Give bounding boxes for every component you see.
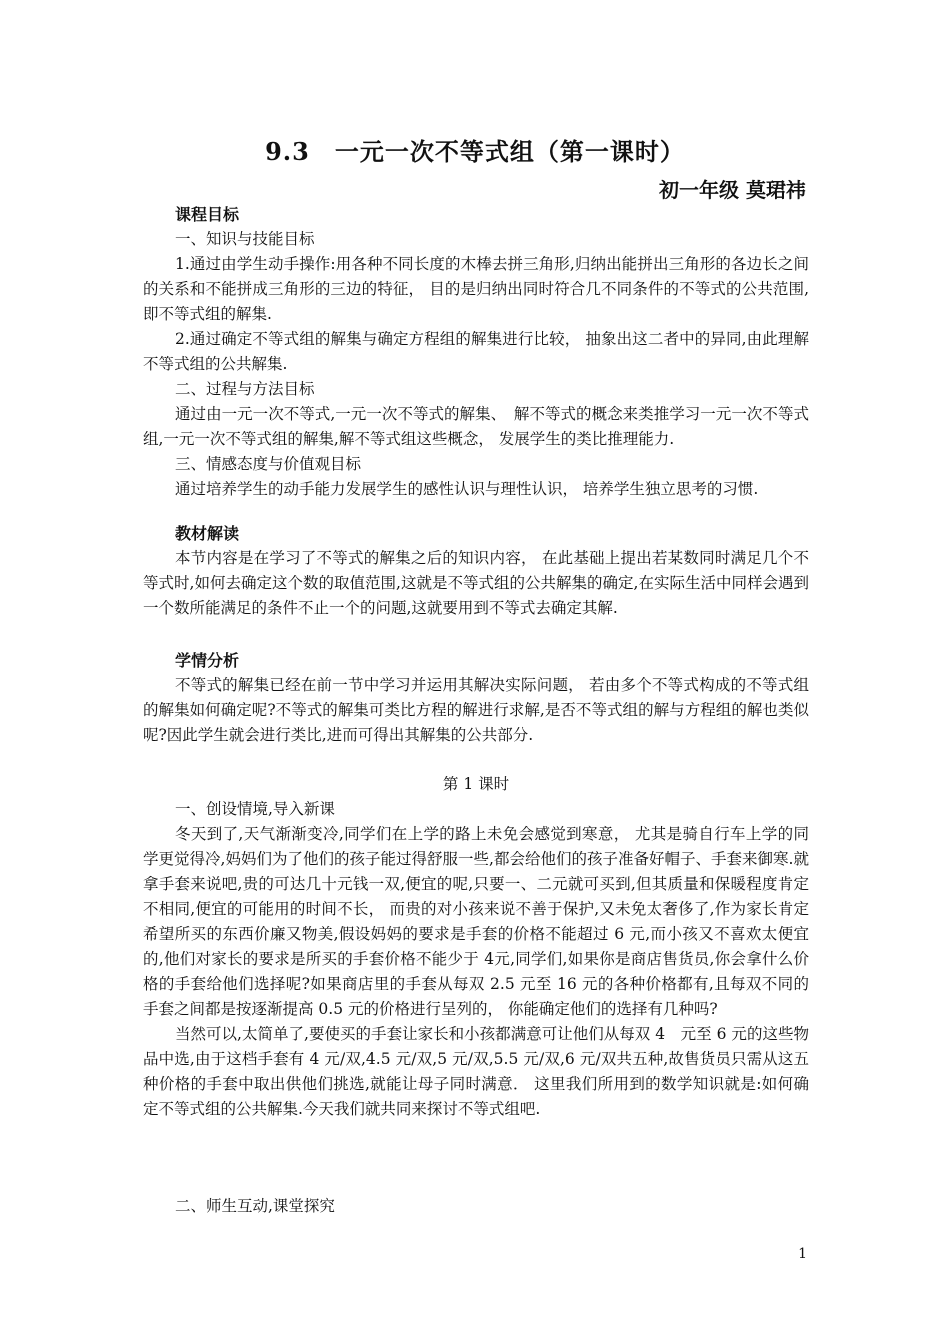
goals-section <box>143 202 809 502</box>
material-section <box>143 521 809 621</box>
material-paragraph: 本节内容是在学习了不等式的解集之后的知识内容， 在此基础上提出若某数同时满足几个不等式时,如何去确定这个数的取值范围,这就是不等式组的公共解集的确定,在实际生活中同样会遇到一个数所能满足的条件不止一个的问题,这就要用到不等式去确定其解. <box>143 549 809 617</box>
goals-paragraph-2: 2.通过确定不等式组的解集与确定方程组的解集进行比较， 抽象出这二者中的异同,由此理解不等式组的公共解集. <box>143 330 809 373</box>
analysis-paragraph: 不等式的解集已经在前一节中学习并运用其解决实际问题， 若由多个不等式构成的不等式组的解集如何确定呢?不等式的解集可类比方程的解进行求解,是否不等式组的解与方程组的解也类似呢?因此学生就会进行类比,进而可得出其解集的公共部分. <box>143 676 809 744</box>
page-number: 1 <box>798 1246 807 1262</box>
lesson-subheading-1: 一、创设情境,导入新课 <box>175 800 335 818</box>
lesson-paragraph-2: 当然可以,太简单了,要使买的手套让家长和小孩都满意可让他们从每双 4 元至 6 元的这些物品中选,由于这档手套有 4 元/双,4.5 元/双,5 元/双,5.5 元/双,6 元/双共五种,故售货员只需从这五种价格的手套中取出供他们挑选,就能让母子同时满意． 这里我们所用到的数学知识就是:如何确定不等式组的公共解集.今天我们就共同来探讨不等式组吧. <box>143 1025 809 1118</box>
goals-subheading-3: 三、情感态度与价值观目标 <box>175 455 362 473</box>
goals-heading: 课程目标 <box>175 205 240 224</box>
analysis-heading: 学情分析 <box>175 651 240 670</box>
goals-paragraph-4: 通过培养学生的动手能力发展学生的感性认识与理性认识， 培养学生独立思考的习惯. <box>175 480 759 498</box>
lesson-paragraph-1: 冬天到了,天气渐渐变冷,同学们在上学的路上未免会感觉到寒意， 尤其是骑自行车上学的同学更觉得冷,妈妈们为了他们的孩子能过得舒服一些,都会给他们的孩子准备好帽子、手套来御寒.就拿手套来说吧,贵的可达几十元钱一双,便宜的呢,只要一、二元就可买到,但其质量和保暖程度肯定不相同,便宜的可能用的时间不长， 而贵的对小孩来说不善于保护,又未免太奢侈了,作为家长肯定希望所买的东西价廉又物美,假设妈妈的要求是手套的价格不能超过 6 元,而小孩又不喜欢太便宜的,他们对家长的要求是所买的手套价格不能少于 4元,同学们,如果你是商店售货员,你会拿什么价格的手套给他们选择呢?如果商店里的手套从每双 2.5 元至 16 元的各种价格都有,且每双不同的手套之间都是按逐渐提高 0.5 元的价格进行呈列的， 你能确定他们的选择有几种吗? <box>143 825 809 1018</box>
lesson-heading: 第 1 课时 <box>442 775 510 793</box>
author-line: 初一年级 莫珺祎 <box>659 178 806 202</box>
goals-paragraph-1: 1.通过由学生动手操作:用各种不同长度的木棒去拼三角形,归纳出能拼出三角形的各边长之间的关系和不能拼成三角形的三边的特征， 目的是归纳出同时符合几不同条件的不等式的公共范围,即不等式组的解集. <box>143 255 809 323</box>
goals-subheading-2: 二、过程与方法目标 <box>175 380 315 398</box>
material-heading: 教材解读 <box>175 524 240 543</box>
document-title: 9.3 一元一次不等式组（第一课时） <box>265 137 685 166</box>
goals-subheading-1: 一、知识与技能目标 <box>175 230 315 248</box>
lesson-subheading-2-block <box>143 1194 809 1219</box>
goals-paragraph-3: 通过由一元一次不等式,一元一次不等式的解集、 解不等式的概念来类推学习一元一次不等式组,一元一次不等式组的解集,解不等式组这些概念， 发展学生的类比推理能力. <box>143 405 809 448</box>
analysis-section <box>143 648 809 748</box>
lesson-subheading-2: 二、师生互动,课堂探究 <box>175 1197 335 1215</box>
lesson-section <box>143 772 809 1122</box>
